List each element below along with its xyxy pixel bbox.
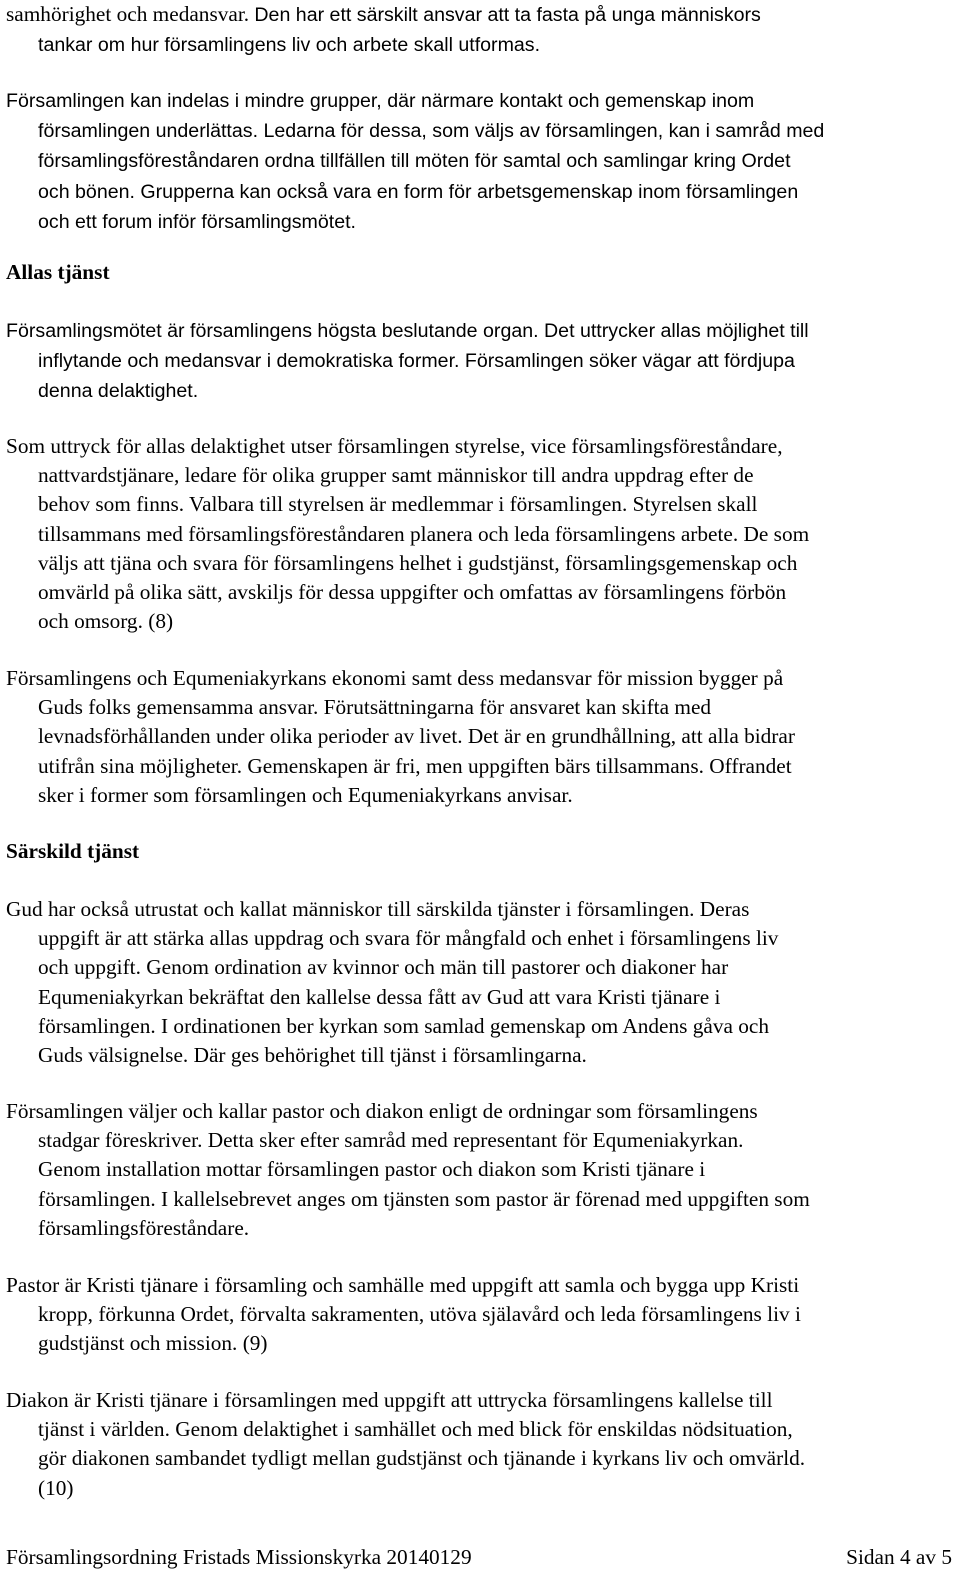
footer-document-title: Församlingsordning Fristads Missionskyrka 20140129 [6,1545,472,1569]
text-run: Equmeniakyrkan bekräftat den kallelse dessa fått av Gud att vara Kristi tjänare i [38,984,721,1009]
text-run: församlingsföreståndaren ordna tillfällen till möten för samtal och samlingar kring Ordet [38,150,791,173]
text-run: gör diakonen sambandet tydligt mellan gudstjänst och tjänande i kyrkans liv och omvärld. [38,1446,806,1471]
paragraph-line [6,1041,954,1070]
text-run: gudstjänst och mission. (9) [38,1331,268,1356]
heading-allas-tjanst: Allas tjänst [6,260,110,284]
text-run: stadgar föreskriver. Detta sker efter samråd med representant för Equmeniakyrkan. [38,1128,744,1153]
text-run: Församlingens och Equmeniakyrkans ekonomi samt dess medansvar för mission bygger på [6,666,784,690]
paragraph-line [6,1271,954,1300]
paragraph-line [6,1012,954,1041]
text-run: Genom installation mottar församlingen pastor och diakon som Kristi tjänare i [38,1157,706,1182]
text-run: levnadsförhållanden under olika perioder av livet. Det är en grundhållning, att alla bidrar [38,724,795,749]
text-run: omvärld på olika sätt, avskiljs för dessa uppgifter och omfattas av församlingens förbön [38,580,787,605]
text-run: denna delaktighet. [38,380,199,403]
paragraph-line [6,146,954,176]
paragraph-line [6,895,954,924]
paragraph-line [6,520,954,549]
paragraph-line [6,752,954,781]
paragraph-line [6,1329,954,1358]
text-run: Guds folks gemensamma ansvar. Förutsättningarna för ansvaret kan skifta med [38,695,712,720]
text-run: Guds välsignelse. Där ges behörighet till tjänst i församlingarna. [38,1043,587,1068]
paragraph-special-service [6,895,954,1070]
paragraph-line [6,1386,954,1415]
paragraph-small-groups [6,86,954,237]
text-run: utifrån sina möjligheter. Gemenskapen är fri, men uppgiften bärs tillsammans. Offrandet [38,753,792,778]
text-run: församlingen. I ordinationen ber kyrkan som samlad gemenskap om Andens gåva och [38,1013,770,1038]
text-run: Församlingsmötet är församlingens högsta beslutande organ. [6,320,545,342]
page-footer [6,1543,952,1572]
text-run: församlingen underlättas. [38,120,264,143]
text-run: nattvardstjänare, ledare för olika grupper samt människor till andra uppdrag efter de [38,463,754,488]
footer-page-number: Sidan 4 av 5 [846,1545,952,1569]
paragraph-line [6,924,954,953]
text-run: väljs att tjäna och svara för församlingens helhet i gudstjänst, församlingsgemenskap och [38,550,798,575]
paragraph-line [6,116,954,146]
text-run: Gud har också utrustat och kallat människor till särskilda tjänster i församlingen. Deras [6,897,750,921]
paragraph-congregation-meeting [6,316,954,407]
paragraph-line [6,346,954,376]
text-run: samhörighet och medansvar. [6,2,255,26]
paragraph-line [6,432,954,461]
paragraph-line [6,207,954,237]
text-run: Grupperna kan också vara en form för arbetsgemenskap inom församlingen [140,180,799,203]
text-run: Pastor är Kristi tjänare i församling och samhälle med uppgift att samla och bygga upp Kristi [6,1273,800,1297]
paragraph-calling-pastor-deacon [6,1097,954,1243]
paragraph-line [6,983,954,1012]
paragraph-line [6,781,954,810]
text-run: Diakon är Kristi tjänare i församlingen med uppgift att uttrycka församlingens kallelse till [6,1388,773,1412]
paragraph-line [6,1155,954,1184]
text-run: tillsammans med församlingsföreståndaren planera och leda församlingens arbete. De som [38,521,810,546]
paragraph-line [6,461,954,490]
paragraph-line [6,1185,954,1214]
heading-sarskild-tjanst: Särskild tjänst [6,839,140,863]
paragraph-deacon-role [6,1386,954,1503]
paragraph-line [6,376,954,406]
text-run: och bönen. [38,180,141,203]
paragraph-line [6,177,954,207]
paragraph-line [6,490,954,519]
paragraph-line [6,664,954,693]
paragraph-line [6,722,954,751]
text-run: uppgift är att stärka allas uppdrag och svara för mångfald och enhet i församlingens liv [38,926,779,951]
paragraph-line [6,607,954,636]
paragraph-line [6,693,954,722]
paragraph-board-and-leaders [6,432,954,636]
text-run: och omsorg. (8) [38,609,174,634]
text-run: och uppgift. Genom ordination av kvinnor och män till pastorer och diakoner har [38,955,729,980]
text-run: församlingsföreståndare. [38,1215,250,1240]
text-run: Församlingen söker vägar att fördjupa [464,350,795,373]
paragraph-line [6,1415,954,1444]
text-run: inflytande och medansvar i demokratiska former. [38,350,465,373]
text-run: behov som finns. Valbara till styrelsen är medlemmar i församlingen. Styrelsen skall [38,492,758,517]
paragraph-line [6,1300,954,1329]
text-run: Det uttrycker allas möjlighet till [544,320,809,342]
paragraph-line [6,86,954,116]
text-run: Ledarna för dessa, som väljs av församlingen, kan i samråd med [263,120,825,143]
paragraph-line [6,953,954,982]
paragraph-line [6,30,954,60]
paragraph-youth-responsibility [6,0,954,60]
text-run: Den har ett särskilt ansvar att ta fasta på unga människors [254,4,761,26]
paragraph-line [6,1214,954,1243]
paragraph-line [6,1126,954,1155]
text-run: Som uttryck för allas delaktighet utser församlingen styrelse, vice församlingsföreståndare, [6,434,783,458]
text-run: (10) [38,1475,74,1500]
paragraph-line [6,0,954,30]
text-run: Församlingen väljer och kallar pastor och diakon enligt de ordningar som församlingens [6,1099,758,1123]
paragraph-line [6,1097,954,1126]
paragraph-line [6,1444,954,1473]
paragraph-line [6,1474,954,1503]
paragraph-pastor-role [6,1271,954,1359]
text-run: Församlingen kan indelas i mindre grupper, där närmare kontakt och gemenskap inom [6,90,755,112]
paragraph-economy [6,664,954,810]
text-run: och ett forum inför församlingsmötet. [38,210,356,233]
paragraph-line [6,549,954,578]
paragraph-line [6,578,954,607]
paragraph-line [6,316,954,346]
text-run: kropp, förkunna Ordet, förvalta sakramenten, utöva själavård och leda församlingens liv i [38,1302,801,1327]
text-run: tankar om hur församlingens liv och arbete skall utformas. [38,34,541,57]
text-run: församlingen. I kallelsebrevet anges om tjänsten som pastor är förenad med uppgiften som [38,1186,810,1211]
text-run: tjänst i världen. Genom delaktighet i samhället och med blick för enskildas nödsituation, [38,1417,793,1442]
text-run: sker i former som församlingen och Equmeniakyrkans anvisar. [38,782,573,807]
